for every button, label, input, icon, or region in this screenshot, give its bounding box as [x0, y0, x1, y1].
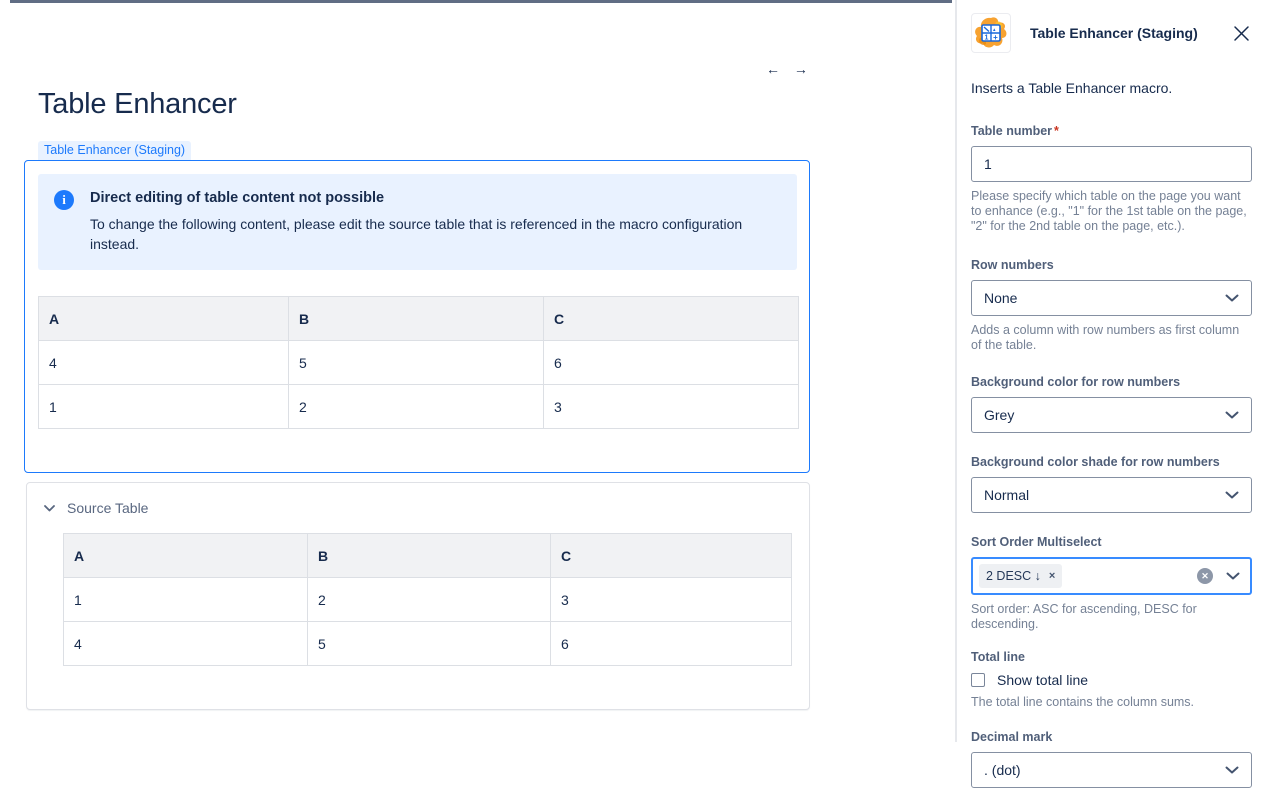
- column-header: C: [544, 297, 799, 341]
- table-cell: 5: [289, 341, 544, 385]
- decimal-mark-select[interactable]: [971, 752, 1252, 788]
- tag-remove-icon[interactable]: ×: [1048, 570, 1056, 582]
- toolbar-edge-divider: [10, 0, 952, 3]
- field-help-table-number: Please specify which table on the page you want to enhance (e.g., "1" for the 1st table on the page, "2" for the 2nd table on the page, etc.).: [971, 189, 1247, 233]
- table-cell: 1: [64, 578, 308, 622]
- table-cell: 3: [544, 385, 799, 429]
- bg-shade-select[interactable]: [971, 477, 1252, 513]
- selected-value: Grey: [984, 407, 1015, 423]
- breakout-width-icon[interactable]: ← →: [766, 61, 813, 77]
- info-panel: [38, 174, 797, 270]
- svg-text:1: 1: [984, 34, 989, 42]
- total-line-checkbox-row: [971, 672, 1252, 688]
- macro-description: Inserts a Table Enhancer macro.: [971, 80, 1173, 96]
- bg-color-select[interactable]: [971, 397, 1252, 433]
- selected-value: . (dot): [984, 762, 1021, 778]
- field-help-row-numbers: Adds a column with row numbers as first column of the table.: [971, 323, 1240, 352]
- field-label-decimal-mark: Decimal mark: [971, 730, 1053, 744]
- info-panel-title: Direct editing of table content not possible: [90, 190, 385, 206]
- field-label-table-number: Table number *: [971, 124, 1059, 138]
- table-header-row: [39, 297, 799, 341]
- svg-text:+: +: [993, 33, 998, 42]
- table-cell: 5: [308, 622, 551, 666]
- column-header: A: [39, 297, 289, 341]
- table-cell: 6: [544, 341, 799, 385]
- chevron-down-icon: [1225, 491, 1239, 499]
- sort-order-multiselect[interactable]: [971, 557, 1252, 595]
- field-help-total-line: The total line contains the column sums.: [971, 695, 1195, 709]
- table-cell: 2: [289, 385, 544, 429]
- column-header: A: [64, 534, 308, 578]
- macro-preview-container[interactable]: [24, 160, 810, 473]
- row-numbers-select[interactable]: [971, 280, 1252, 316]
- table-row: [64, 578, 792, 622]
- source-table-toggle[interactable]: [44, 500, 809, 516]
- field-label-total-line: Total line: [971, 650, 1025, 664]
- info-panel-text: [90, 190, 781, 254]
- info-icon: i: [54, 190, 74, 210]
- table-header-row: [64, 534, 792, 578]
- table-cell: 4: [64, 622, 308, 666]
- page-title: Table Enhancer: [38, 88, 237, 120]
- column-header: B: [308, 534, 551, 578]
- required-asterisk: *: [1054, 124, 1059, 138]
- column-header: C: [551, 534, 792, 578]
- chevron-down-icon: [1225, 411, 1239, 419]
- table-row: [39, 341, 799, 385]
- source-table-expand: [26, 482, 810, 710]
- source-table-label: Source Table: [67, 500, 149, 516]
- table-cell: 4: [39, 341, 289, 385]
- tag-label: 2 DESC ↓: [986, 569, 1041, 583]
- selected-value: None: [984, 290, 1018, 306]
- chevron-down-icon[interactable]: [1226, 572, 1240, 580]
- field-label-row-numbers: Row numbers: [971, 258, 1054, 272]
- table-enhancer-app-icon: [971, 13, 1011, 53]
- column-header: B: [289, 297, 544, 341]
- selected-value: Normal: [984, 487, 1030, 503]
- clear-all-icon[interactable]: ✕: [1197, 568, 1213, 584]
- table-number-input[interactable]: [971, 146, 1252, 182]
- field-help-sort-order: Sort order: ASC for ascending, DESC for descending.: [971, 602, 1197, 631]
- chevron-down-icon: [1225, 766, 1239, 774]
- chevron-down-icon: [1225, 294, 1239, 302]
- table-cell: 3: [551, 578, 792, 622]
- table-cell: 1: [39, 385, 289, 429]
- field-label-sort-order: Sort Order Multiselect: [971, 535, 1102, 549]
- source-table: [63, 533, 792, 666]
- table-row: [64, 622, 792, 666]
- sidebar-header: [971, 0, 1252, 53]
- sort-order-tag: [979, 564, 1062, 588]
- table-cell: 2: [308, 578, 551, 622]
- chevron-down-icon: [44, 505, 55, 512]
- checkbox-label[interactable]: Show total line: [997, 672, 1089, 688]
- table-cell: 6: [551, 622, 792, 666]
- enhanced-table-preview: [38, 296, 799, 429]
- field-label-bg-shade: Background color shade for row numbers: [971, 455, 1220, 469]
- table-row: [39, 385, 799, 429]
- macro-config-sidebar: [955, 0, 1266, 778]
- close-icon[interactable]: [1233, 25, 1250, 42]
- macro-name-chip[interactable]: Table Enhancer (Staging): [38, 141, 191, 160]
- info-panel-body: To change the following content, please edit the source table that is referenced in the macro configuration instead.: [90, 216, 743, 252]
- field-label-bg-color: Background color for row numbers: [971, 375, 1181, 389]
- sidebar-title: Table Enhancer (Staging): [1030, 25, 1198, 41]
- show-total-line-checkbox[interactable]: [971, 673, 985, 687]
